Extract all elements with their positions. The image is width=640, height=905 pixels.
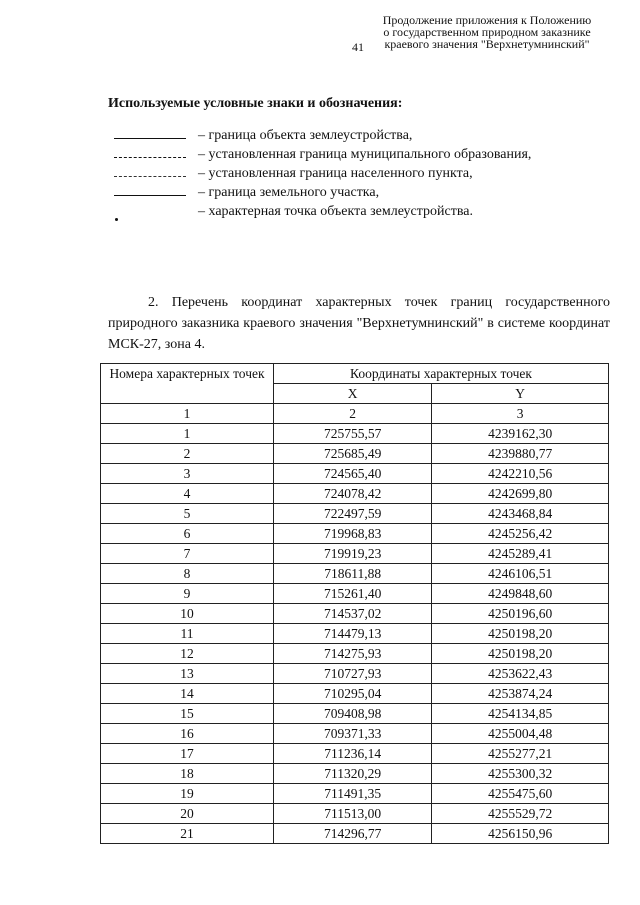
y-coordinate-cell: 4255277,21 bbox=[432, 744, 609, 764]
legend-item-text: – граница объекта землеустройства, bbox=[198, 127, 413, 143]
x-coordinate-cell: 711320,29 bbox=[274, 764, 432, 784]
dashed-line-icon bbox=[114, 164, 186, 183]
solid-line-icon bbox=[114, 126, 186, 145]
y-coordinate-cell: 4249848,60 bbox=[432, 584, 609, 604]
index-cell: 1 bbox=[101, 404, 274, 424]
legend-item-text: – установленная граница населенного пункта, bbox=[198, 165, 473, 181]
point-number-cell: 17 bbox=[101, 744, 274, 764]
point-number-cell: 7 bbox=[101, 544, 274, 564]
y-coordinate-cell: 4242210,56 bbox=[432, 464, 609, 484]
legend-title: Используемые условные знаки и обозначения: bbox=[108, 96, 403, 111]
x-coordinate-cell: 714296,77 bbox=[274, 824, 432, 844]
y-coordinate-cell: 4239880,77 bbox=[432, 444, 609, 464]
x-coordinate-cell: 711491,35 bbox=[274, 784, 432, 804]
header-x: X bbox=[274, 384, 432, 404]
point-number-cell: 2 bbox=[101, 444, 274, 464]
x-coordinate-cell: 722497,59 bbox=[274, 504, 432, 524]
y-coordinate-cell: 4250198,20 bbox=[432, 644, 609, 664]
table-header-row bbox=[101, 364, 609, 384]
x-coordinate-cell: 709408,98 bbox=[274, 704, 432, 724]
table-row bbox=[101, 564, 609, 584]
table-row bbox=[101, 724, 609, 744]
table-row bbox=[101, 624, 609, 644]
x-coordinate-cell: 725685,49 bbox=[274, 444, 432, 464]
table-row bbox=[101, 824, 609, 844]
legend-item-text: – установленная граница муниципального образования, bbox=[198, 146, 532, 162]
point-number-cell: 6 bbox=[101, 524, 274, 544]
table-index-row bbox=[101, 404, 609, 424]
point-number-cell: 3 bbox=[101, 464, 274, 484]
y-coordinate-cell: 4243468,84 bbox=[432, 504, 609, 524]
x-coordinate-cell: 709371,33 bbox=[274, 724, 432, 744]
section-paragraph: 2. Перечень координат характерных точек границ государственного природного заказника краевого значения "Верхнетумнинский" в системе координат МСК-27, зона 4. bbox=[108, 295, 610, 352]
point-number-cell: 10 bbox=[101, 604, 274, 624]
point-number-cell: 5 bbox=[101, 504, 274, 524]
table-row bbox=[101, 644, 609, 664]
x-coordinate-cell: 710727,93 bbox=[274, 664, 432, 684]
point-number-cell: 14 bbox=[101, 684, 274, 704]
table-row bbox=[101, 744, 609, 764]
table-row bbox=[101, 784, 609, 804]
x-coordinate-cell: 724078,42 bbox=[274, 484, 432, 504]
legend bbox=[114, 126, 594, 221]
index-cell: 3 bbox=[432, 404, 609, 424]
coordinates-table bbox=[100, 363, 609, 844]
header-line-1: Продолжение приложения к Положению bbox=[382, 13, 592, 27]
x-coordinate-cell: 719968,83 bbox=[274, 524, 432, 544]
y-coordinate-cell: 4245256,42 bbox=[432, 524, 609, 544]
table-row bbox=[101, 704, 609, 724]
legend-item bbox=[114, 202, 594, 221]
header-coordinates: Координаты характерных точек bbox=[274, 364, 609, 384]
header-point-numbers: Номера характерных точек bbox=[101, 364, 274, 404]
table-row bbox=[101, 804, 609, 824]
point-number-cell: 20 bbox=[101, 804, 274, 824]
y-coordinate-cell: 4246106,51 bbox=[432, 564, 609, 584]
table-row bbox=[101, 444, 609, 464]
y-coordinate-cell: 4250196,60 bbox=[432, 604, 609, 624]
y-coordinate-cell: 4242699,80 bbox=[432, 484, 609, 504]
table-row bbox=[101, 664, 609, 684]
table-row bbox=[101, 584, 609, 604]
document-header bbox=[357, 14, 617, 50]
index-cell: 2 bbox=[274, 404, 432, 424]
table-row bbox=[101, 464, 609, 484]
legend-item bbox=[114, 126, 594, 145]
point-number-cell: 18 bbox=[101, 764, 274, 784]
x-coordinate-cell: 714275,93 bbox=[274, 644, 432, 664]
x-coordinate-cell: 715261,40 bbox=[274, 584, 432, 604]
point-icon bbox=[114, 202, 186, 221]
y-coordinate-cell: 4256150,96 bbox=[432, 824, 609, 844]
x-coordinate-cell: 711236,14 bbox=[274, 744, 432, 764]
header-y: Y bbox=[432, 384, 609, 404]
legend-item bbox=[114, 164, 594, 183]
page-number: 41 bbox=[352, 40, 364, 54]
y-coordinate-cell: 4254134,85 bbox=[432, 704, 609, 724]
x-coordinate-cell: 718611,88 bbox=[274, 564, 432, 584]
x-coordinate-cell: 724565,40 bbox=[274, 464, 432, 484]
point-number-cell: 21 bbox=[101, 824, 274, 844]
point-number-cell: 19 bbox=[101, 784, 274, 804]
x-coordinate-cell: 711513,00 bbox=[274, 804, 432, 824]
y-coordinate-cell: 4239162,30 bbox=[432, 424, 609, 444]
table-row bbox=[101, 604, 609, 624]
point-number-cell: 1 bbox=[101, 424, 274, 444]
table-body bbox=[101, 424, 609, 844]
table-row bbox=[101, 504, 609, 524]
y-coordinate-cell: 4255475,60 bbox=[432, 784, 609, 804]
point-number-cell: 4 bbox=[101, 484, 274, 504]
point-number-cell: 16 bbox=[101, 724, 274, 744]
table-row bbox=[101, 764, 609, 784]
point-number-cell: 8 bbox=[101, 564, 274, 584]
point-number-cell: 13 bbox=[101, 664, 274, 684]
dash-dot-line-icon bbox=[114, 145, 186, 164]
point-number-cell: 9 bbox=[101, 584, 274, 604]
y-coordinate-cell: 4255300,32 bbox=[432, 764, 609, 784]
table-row bbox=[101, 424, 609, 444]
legend-item bbox=[114, 183, 594, 202]
y-coordinate-cell: 4253874,24 bbox=[432, 684, 609, 704]
x-coordinate-cell: 719919,23 bbox=[274, 544, 432, 564]
legend-item bbox=[114, 145, 594, 164]
solid-line-icon bbox=[114, 183, 186, 202]
x-coordinate-cell: 714537,02 bbox=[274, 604, 432, 624]
y-coordinate-cell: 4245289,41 bbox=[432, 544, 609, 564]
table-row bbox=[101, 684, 609, 704]
y-coordinate-cell: 4255529,72 bbox=[432, 804, 609, 824]
y-coordinate-cell: 4255004,48 bbox=[432, 724, 609, 744]
legend-item-text: – характерная точка объекта землеустройства. bbox=[198, 203, 474, 219]
point-number-cell: 11 bbox=[101, 624, 274, 644]
table-row bbox=[101, 524, 609, 544]
legend-item-text: – граница земельного участка, bbox=[198, 184, 380, 200]
x-coordinate-cell: 725755,57 bbox=[274, 424, 432, 444]
y-coordinate-cell: 4250198,20 bbox=[432, 624, 609, 644]
y-coordinate-cell: 4253622,43 bbox=[432, 664, 609, 684]
x-coordinate-cell: 710295,04 bbox=[274, 684, 432, 704]
point-number-cell: 12 bbox=[101, 644, 274, 664]
header-line-3: краевого значения "Верхнетумнинский" bbox=[384, 37, 590, 51]
table-row bbox=[101, 544, 609, 564]
table-row bbox=[101, 484, 609, 504]
header-line-2: о государственном природном заказнике bbox=[383, 25, 591, 39]
x-coordinate-cell: 714479,13 bbox=[274, 624, 432, 644]
point-number-cell: 15 bbox=[101, 704, 274, 724]
